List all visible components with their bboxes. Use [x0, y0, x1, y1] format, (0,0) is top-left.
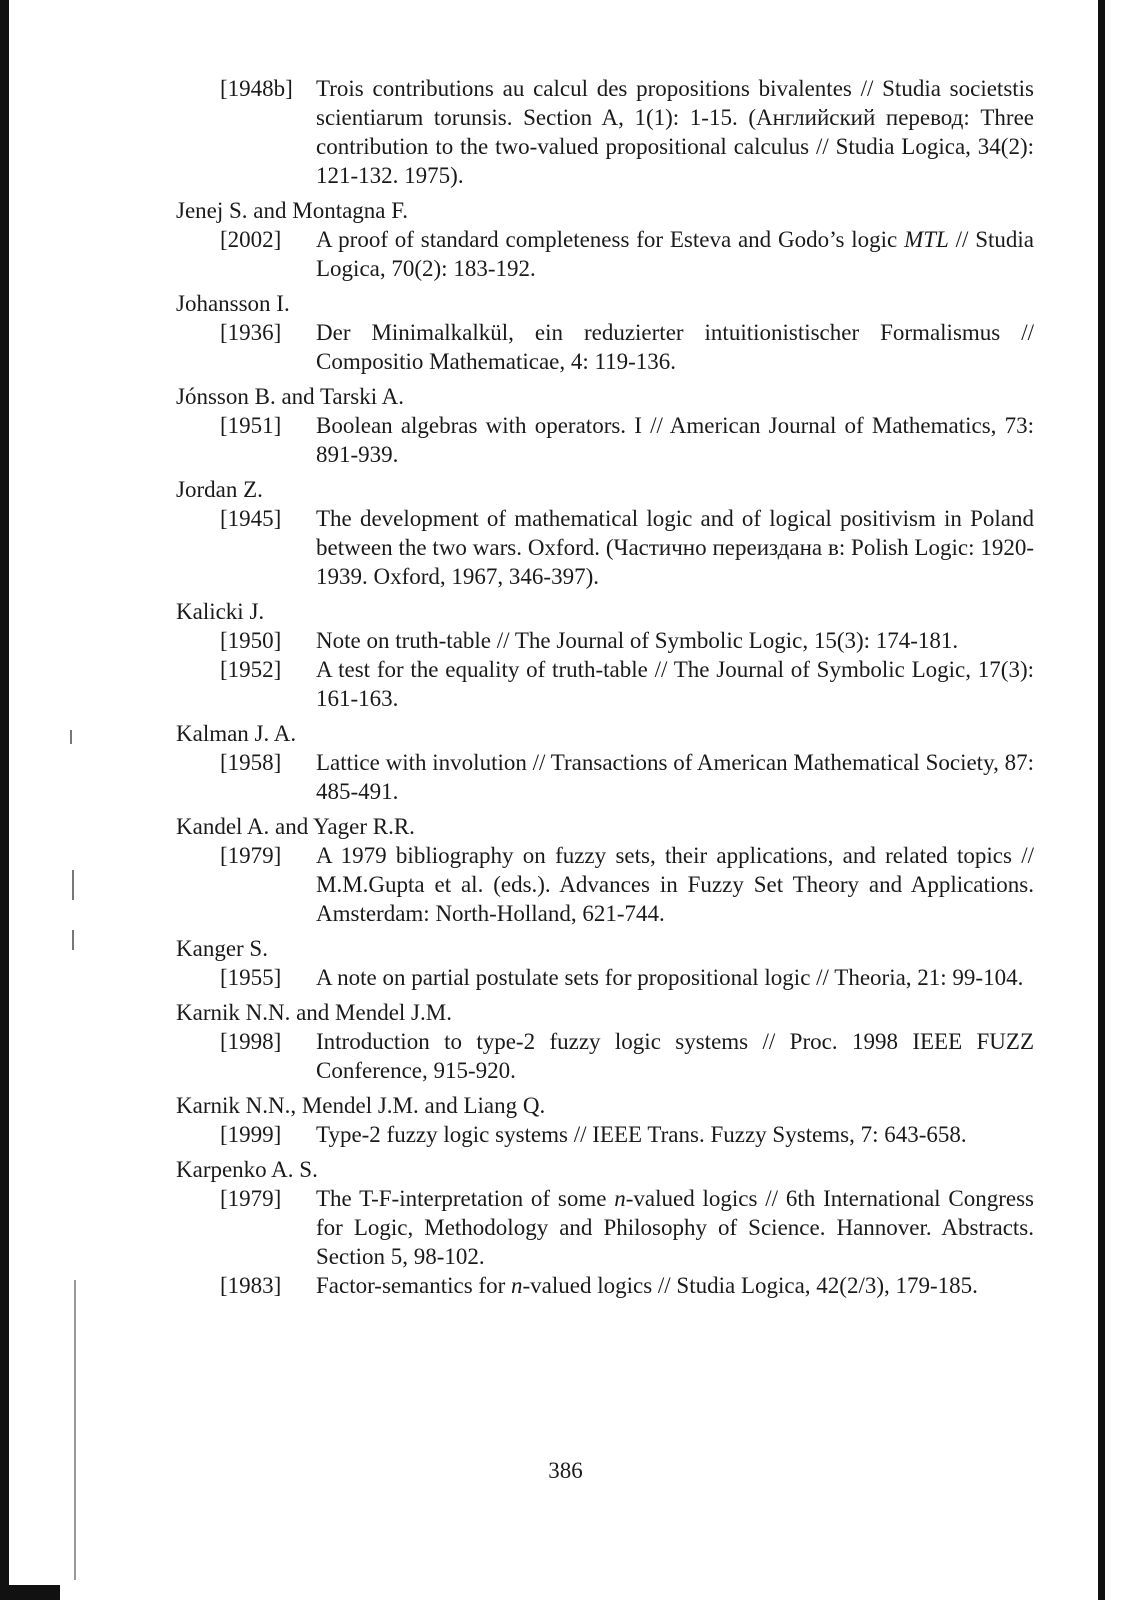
reference-italic: n: [614, 1186, 626, 1211]
reference-text: [316, 1184, 1034, 1271]
scan-speck: [72, 870, 74, 900]
reference-text-part: Lattice with involution // Transactions of American Mathematical Society, 87: 485-491.: [316, 750, 1034, 804]
reference-year: [1951]: [220, 413, 282, 438]
reference-year: [1955]: [220, 965, 282, 990]
reference-text-part: Der Minimalkalkül, ein reduzierter intuitionistischer Formalismus // Compositio Mathematicae, 4: 119-136.: [316, 320, 1034, 374]
reference-entry: [176, 411, 1034, 469]
author-name: Kandel A. and Yager R.R.: [176, 814, 415, 839]
reference-text: [316, 841, 1034, 928]
reference-year: [1958]: [220, 750, 282, 775]
scan-speck: [70, 730, 72, 744]
reference-year: [2002]: [220, 227, 282, 252]
bibliography-group: [176, 998, 1034, 1085]
reference-text-part: The development of mathematical logic and of logical positivism in Poland between the two wars. Oxford. (Частично переиздана в: Polish Logic: 1920-1939. Oxford, 1967, 346-397).: [316, 506, 1034, 589]
reference-year: [1950]: [220, 628, 282, 653]
bibliography-group: [176, 475, 1034, 591]
reference-text: [316, 74, 1034, 190]
author-name: Karpenko A. S.: [176, 1157, 318, 1182]
reference-entry: [176, 74, 1034, 190]
reference-text: [316, 504, 1034, 591]
author-name: Kalicki J.: [176, 599, 265, 624]
reference-entry: [176, 963, 1034, 992]
bibliography-group: [176, 289, 1034, 376]
reference-text-part: Note on truth-table // The Journal of Symbolic Logic, 15(3): 174-181.: [316, 628, 959, 653]
reference-year: [1979]: [220, 1186, 282, 1211]
reference-year: [1979]: [220, 843, 282, 868]
author-name: Jenej S. and Montagna F.: [176, 198, 408, 223]
reference-text-part: Introduction to type-2 fuzzy logic systems // Proc. 1998 IEEE FUZZ Conference, 915-920.: [316, 1029, 1034, 1083]
bibliography-group: [176, 597, 1034, 713]
reference-text: [316, 1027, 1034, 1085]
reference-entry: [176, 1120, 1034, 1149]
reference-text-part: -valued logics // Studia Logica, 42(2/3), 179-185.: [522, 1273, 978, 1298]
reference-entry: [176, 1027, 1034, 1085]
scan-edge-left-corner: [0, 1585, 60, 1600]
reference-year: [1983]: [220, 1273, 282, 1298]
reference-entry: [176, 225, 1034, 283]
reference-text: [316, 411, 1034, 469]
scan-edge-right: [1098, 0, 1105, 1600]
reference-text-part: Factor-semantics for: [316, 1273, 511, 1298]
reference-entry: [176, 626, 1034, 655]
bibliography-group: [176, 1091, 1034, 1149]
reference-text-part: A 1979 bibliography on fuzzy sets, their applications, and related topics // M.M.Gupta et al. (eds.). Advances in Fuzzy Set Theory and Applications. Amsterdam: North-Holland, 621-744.: [316, 843, 1034, 926]
reference-text-part: A proof of standard completeness for Esteva and Godo’s logic: [316, 227, 898, 252]
reference-text-part: The T-F-interpretation of some: [316, 1186, 615, 1211]
reference-text: [316, 748, 1034, 806]
reference-text: [316, 1120, 1034, 1149]
reference-text: [316, 655, 1034, 713]
reference-text: [316, 626, 1034, 655]
reference-text: [316, 1271, 1034, 1300]
author-name: Jordan Z.: [176, 477, 263, 502]
author-name: Kalman J. A.: [176, 721, 297, 746]
bibliography-group: [176, 719, 1034, 806]
reference-entry: [176, 318, 1034, 376]
bibliography-list: [176, 74, 1034, 1300]
reference-entry: [176, 1184, 1034, 1271]
author-name: Jónsson B. and Tarski A.: [176, 384, 404, 409]
scan-edge-left: [0, 0, 9, 1600]
reference-year: [1999]: [220, 1122, 282, 1147]
reference-text-part: // Studia Logica, 70(2): 183-192.: [316, 227, 1035, 281]
reference-text-part: Trois contributions au calcul des propositions bivalentes // Studia societstis scientiarum torunsis. Section A, 1(1): 1-15. (Английский перевод: Three contribution to the two-valued propositional calculus // Studia Logica, 34(2): 121-132. 1975).: [316, 76, 1034, 188]
reference-text-part: A test for the equality of truth-table // The Journal of Symbolic Logic, 17(3): 161-163.: [316, 657, 1034, 711]
reference-entry: [176, 1271, 1034, 1300]
reference-text: [316, 225, 1034, 283]
bibliography-group: [176, 382, 1034, 469]
author-name: Johansson I.: [176, 291, 290, 316]
scan-speck: [74, 1280, 76, 1580]
reference-text-part: Boolean algebras with operators. I // American Journal of Mathematics, 73: 891-939.: [316, 413, 1034, 467]
reference-text: [316, 318, 1034, 376]
reference-text-part: Type-2 fuzzy logic systems // IEEE Trans. Fuzzy Systems, 7: 643-658.: [316, 1122, 967, 1147]
bibliography-group: [176, 196, 1034, 283]
reference-entry: [176, 655, 1034, 713]
reference-year: [1948b]: [220, 76, 293, 101]
reference-italic: MTL: [904, 227, 949, 252]
bibliography-group: [176, 934, 1034, 992]
reference-year: [1998]: [220, 1029, 282, 1054]
reference-entry: [176, 504, 1034, 591]
bibliography-group: [176, 74, 1034, 190]
scan-speck: [72, 930, 74, 950]
reference-year: [1936]: [220, 320, 282, 345]
reference-entry: [176, 841, 1034, 928]
reference-entry: [176, 748, 1034, 806]
reference-text-part: -valued logics // 6th International Congress for Logic, Methodology and Philosophy of Science. Hannover. Abstracts. Section 5, 98-102.: [316, 1186, 1034, 1269]
reference-year: [1945]: [220, 506, 282, 531]
bibliography-group: [176, 1155, 1034, 1300]
author-name: Karnik N.N. and Mendel J.M.: [176, 1000, 452, 1025]
author-name: Kanger S.: [176, 936, 268, 961]
author-name: Karnik N.N., Mendel J.M. and Liang Q.: [176, 1093, 546, 1118]
reference-year: [1952]: [220, 657, 282, 682]
page-number: 386: [548, 1458, 583, 1483]
reference-text-part: A note on partial postulate sets for propositional logic // Theoria, 21: 99-104.: [316, 965, 1024, 990]
bibliography-group: [176, 812, 1034, 928]
reference-italic: n: [510, 1273, 523, 1298]
reference-text: [316, 963, 1034, 992]
